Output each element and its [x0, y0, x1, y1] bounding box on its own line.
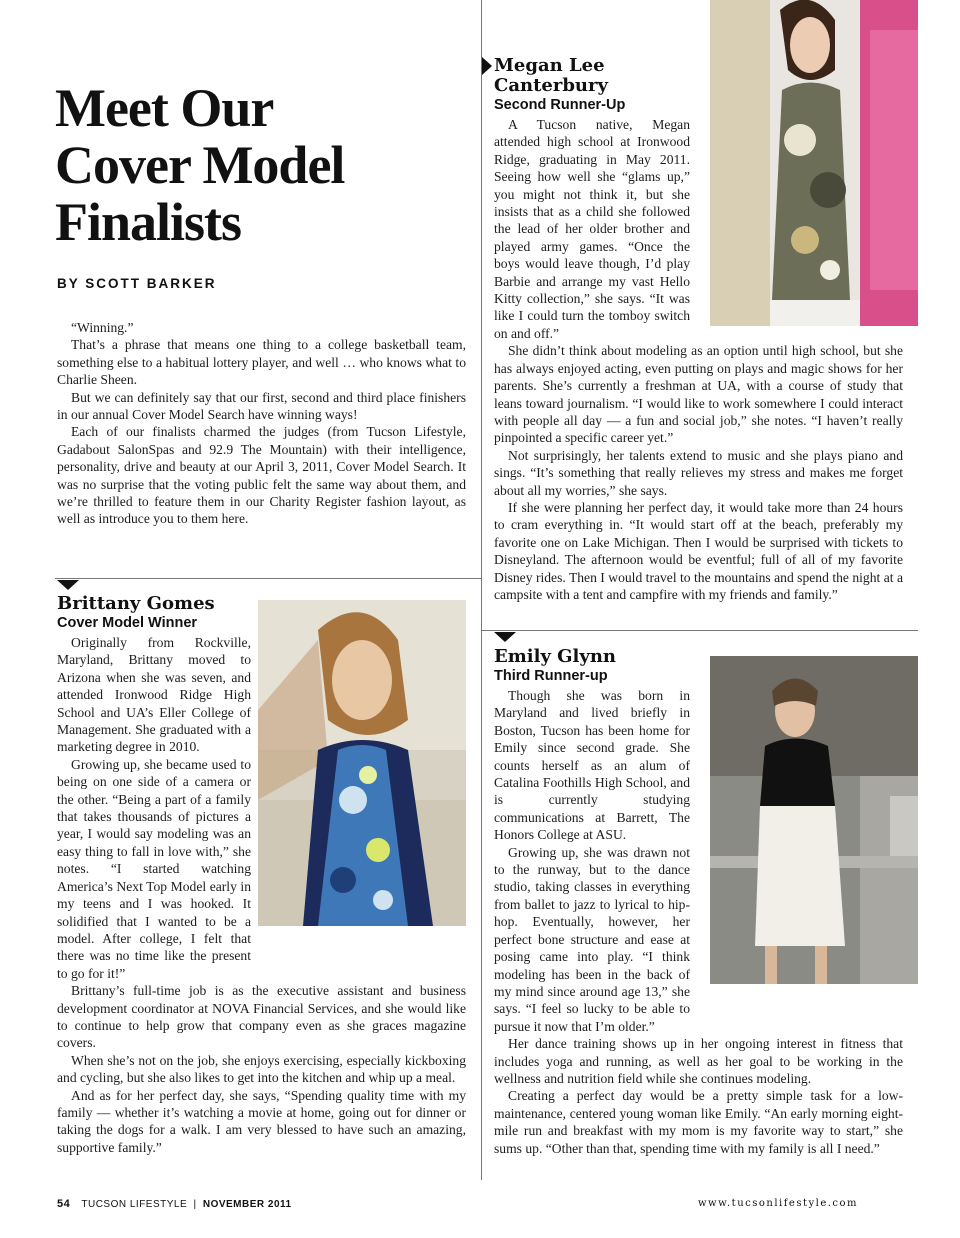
- finalist-role: Second Runner-Up: [494, 97, 626, 113]
- section-marker-arrow: [494, 632, 516, 642]
- issue-date: NOVEMBER 2011: [202, 1199, 292, 1210]
- bio-paragraph: Not surprisingly, her talents extend to music and she plays piano and sings. “It’s something that really relieves my stress and makes me forget about all my worries,” she says.: [494, 447, 903, 498]
- finalist-name: Emily Glynn: [494, 646, 617, 667]
- finalist-name: Brittany Gomes: [57, 593, 215, 614]
- name-line: Megan Lee: [494, 55, 605, 76]
- title-line: Finalists: [55, 192, 242, 252]
- byline: BY SCOTT BARKER: [57, 276, 217, 291]
- intro-paragraph: That’s a phrase that means one thing to a college basketball team, something else to a habitual lottery player, and well … who knows what to Charlie Sheen.: [57, 337, 466, 388]
- finalist-role: Cover Model Winner: [57, 615, 198, 631]
- photo-illustration: [710, 656, 918, 984]
- finalist-name: [494, 56, 903, 96]
- bio-paragraph: If she were planning her perfect day, it would take more than 24 hours to cram everything in. “It would start off at the beach, preferably my favorite one on Lake Michigan. Then I would be surprised with tickets to Disneyland. The afternoon would be eventful; full of all of my favorite Disney rides. Then I would travel to the mountains and spend the night at a campsite with a tent and campfire with my friends and family.”: [494, 499, 903, 602]
- bio-paragraph: Originally from Rockville, Maryland, Brittany moved to Arizona when she was seven, and attended Ironwood Ridge High School and UA’s Eller College of Management. She graduated with a marketing degree in 2010.: [57, 635, 251, 755]
- article-title: [55, 80, 475, 251]
- photo-float-spacer: [690, 116, 903, 340]
- bio-paragraph: Though she was born in Maryland and lived briefly in Boston, Tucson has been home for Emily since second grade. She counts herself as an alum of Catalina Foothills High School, and is currently studying communications at Barrett, The Honors College at ASU.: [494, 688, 690, 843]
- intro-paragraph: But we can definitely say that our first, second and third place finishers in our annual Cover Model Search have winning ways!: [57, 389, 466, 423]
- photo-illustration: [258, 600, 466, 926]
- title-line: Cover Model: [55, 135, 345, 195]
- intro-paragraph: “Winning.”: [71, 320, 134, 335]
- section-rule-left: [55, 578, 481, 579]
- bio-paragraph: When she’s not on the job, she enjoys exercising, especially kickboxing and cycling, but she also likes to get into the kitchen and whip up a meal.: [57, 1052, 466, 1086]
- brittany-photo: [258, 600, 466, 926]
- section-rule-right: [482, 630, 918, 631]
- page-footer-left: [57, 1198, 292, 1210]
- magazine-name: TUCSON LIFESTYLE: [81, 1199, 188, 1210]
- finalist-bio: [494, 116, 903, 603]
- bio-paragraph: A Tucson native, Megan attended high school at Ironwood Ridge, graduating in May 2011. Seeing how well she “glams up,” you might not think it, but she insists that as a child she followed the lead of her older brother and played army games. “Once the boys would leave though, I’d play Barbie and arrange my vast Hello Kitty collection,” she says. “It was like I could turn the tomboy switch on and off.”: [494, 117, 690, 341]
- column-divider: [481, 0, 482, 1180]
- intro-text: [57, 319, 466, 528]
- bio-paragraph: And as for her perfect day, she says, “Spending quality time with my family — whether it’s watching a movie at home, going out for dinner or taking the dogs for a walk. I am very blessed to have such an amazing, supportive family.”: [57, 1087, 466, 1155]
- bio-paragraph: Brittany’s full-time job is as the executive assistant and business development coordinator at NOVA Financial Services, and she would like to continue to help grow that company even as she graces magazine covers.: [57, 983, 466, 1051]
- finalist-role: Third Runner-up: [494, 668, 608, 684]
- name-line: Canterbury: [494, 75, 608, 96]
- section-marker-arrow: [57, 580, 79, 590]
- intro-paragraph: Each of our finalists charmed the judges (from Tucson Lifestyle, Gadabout SalonSpas and 92.9 The Mountain) with their intelligence, personality, drive and beauty at our April 3, 2011, Cover Model Search. It was no surprise that the voting public felt the same way about them, and we’re thrilled to feature them in our Charity Register fashion layout, as well as introduce you to them here.: [57, 424, 466, 527]
- section-marker-arrow: [482, 57, 492, 75]
- bio-paragraph: Creating a perfect day would be a pretty simple task for a low-maintenance, centered young woman like Emily. “An early morning eight-mile run and breakfast with my mom is my favorite way to start,” she sums up. “Other than that, spending time with my family is all I need.”: [494, 1088, 903, 1156]
- bio-paragraph: Growing up, she was drawn not to the runway, but to the dance studio, taking classes in everything from ballet to jazz to lyrical to hip-hop. Eventually, however, her perfect bone structure and ease at posing came into play. “I think modeling has been in the back of my mind since around age 13,” she says. “I feel so lucky to be able to pursue it now that I’m older.”: [494, 844, 690, 1034]
- bio-paragraph: Her dance training shows up in her ongoing interest in fitness that includes yoga and running, as well as her goal to be working in the wellness and nutrition field while she continues modeling.: [494, 1036, 903, 1086]
- megan-section: [494, 56, 903, 603]
- bio-paragraph: She didn’t think about modeling as an option until high school, but she has always enjoyed acting, even putting on plays and magic shows for her parents. She’s currently a freshman at UA, with a course of study that leans toward journalism. “I would like to work somewhere I could interact with people all day — a fun and social job,” she notes. “I haven’t really pinpointed a specific career yet.”: [494, 343, 903, 446]
- title-line: Meet Our: [55, 78, 274, 138]
- bio-paragraph: Growing up, she became used to being on one side of a camera or the other. “Being a part of a family that takes thousands of pictures a year, I would say modeling was an easy thing to fall in love with,” she notes. “I started watching America’s Next Top Model early in my teens and I was hooked. It solidified that I wanted to be a model. After college, I felt that there was no time like the present to go for it!”: [57, 756, 251, 981]
- emily-photo: [710, 656, 918, 984]
- website-url[interactable]: www.tucsonlifestyle.com: [698, 1198, 859, 1209]
- page-number: 54: [57, 1198, 71, 1210]
- footer-separator: |: [193, 1199, 197, 1210]
